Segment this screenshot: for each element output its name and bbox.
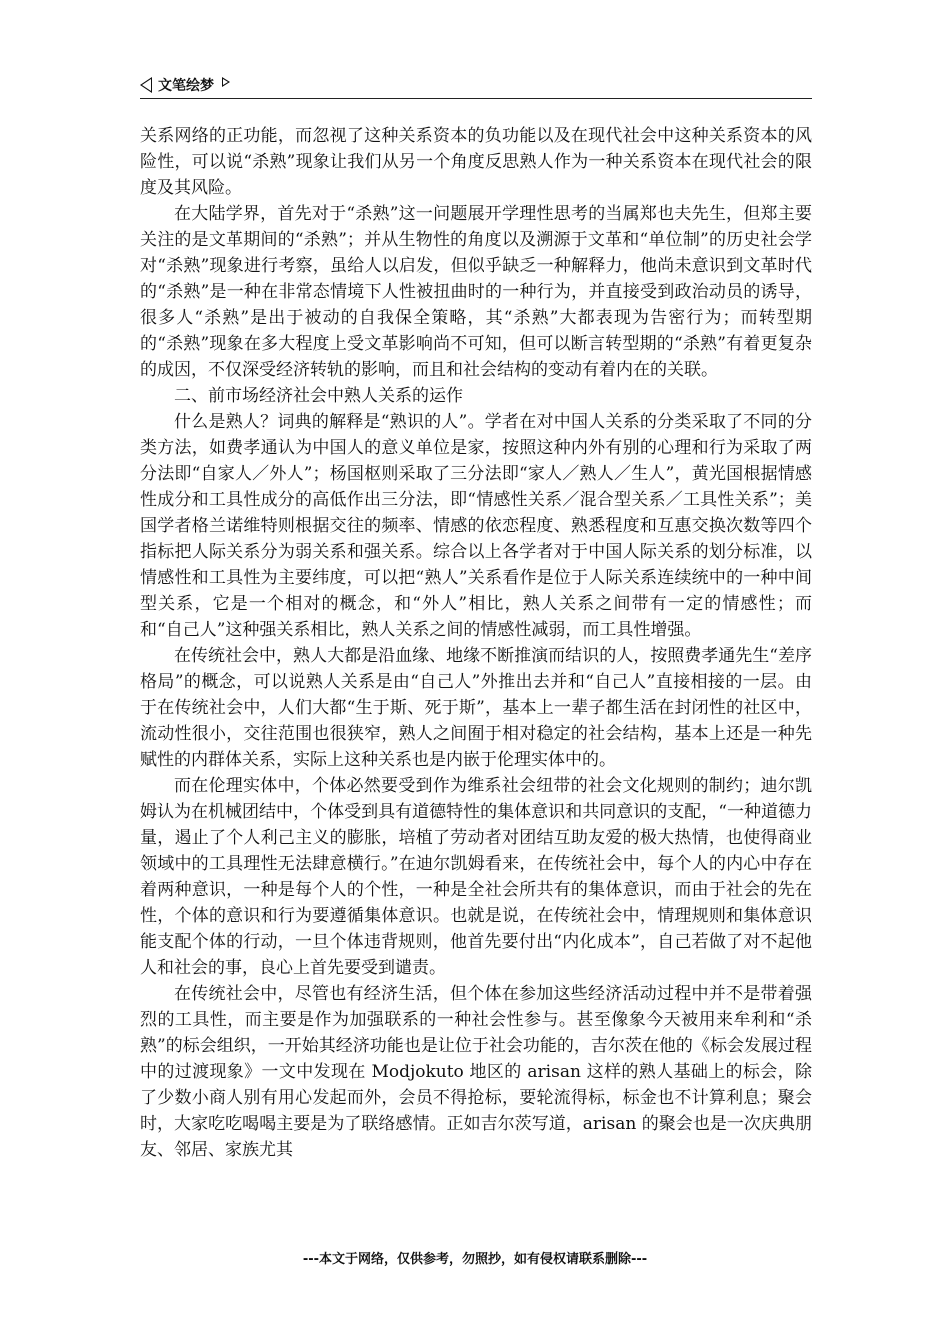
paragraph-3: 什么是熟人？词典的解释是“熟识的人”。学者在对中国人关系的分类采取了不同的分类方法，如费孝通认为中国人的意义单位是家，按照这种内外有别的心理和行为采取了两分法即“自家人／外人”；杨国枢则采取了三分法即“家人／熟人／生人”，黄光国根据情感性成分和工具性成分的高低作出三分法，即“情感性关系／混合型关系／工具性关系”；美国学者格兰诺维特则根据交往的频率、情感的依恋程度、熟悉程度和互惠交换次数等四个指标把人际关系分为弱关系和强关系。综合以上各学者对于中国人际关系的划分标准，以情感性和工具性为主要纬度，可以把“熟人”关系看作是位于人际关系连续统中的一种中间型关系，它是一个相对的概念，和“外人”相比，熟人关系之间带有一定的情感性；而和“自己人”这种强关系相比，熟人关系之间的情感性减弱，而工具性增强。 xyxy=(140,412,812,640)
page-footer-notice: ---本文于网络，仅供参考，勿照抄，如有侵权请联系删除--- xyxy=(302,1252,648,1267)
triangle-left-icon xyxy=(140,77,152,93)
paragraph-1: 关系网络的正功能，而忽视了这种关系资本的负功能以及在现代社会中这种关系资本的风险性，可以说“杀熟”现象让我们从另一个角度反思熟人作为一种关系资本在现代社会的限度及其风险。 xyxy=(140,126,812,198)
header-title: 文笔绘梦 xyxy=(158,78,214,94)
triangle-right-icon xyxy=(222,77,230,87)
page-header xyxy=(140,72,812,99)
paragraph-5: 而在伦理实体中，个体必然要受到作为维系社会纽带的社会文化规则的制约；迪尔凯姆认为在机械团结中，个体受到具有道德特性的集体意识和共同意识的支配，“一种道德力量，遏止了个人利己主义的膨胀，培植了劳动者对团结互助友爱的极大热情，也使得商业领域中的工具理性无法肆意横行。”在迪尔凯姆看来，在传统社会中，每个人的内心中存在着两种意识，一种是每个人的个性，一种是全社会所共有的集体意识，而由于社会的先在性，个体的意识和行为要遵循集体意识。也就是说，在传统社会中，情理规则和集体意识能支配个体的行动，一旦个体违背规则，他首先要付出“内化成本”，自己若做了对不起他人和社会的事，良心上首先要受到谴责。 xyxy=(140,776,812,978)
document-body xyxy=(140,123,812,1163)
paragraph-6: 在传统社会中，尽管也有经济生活，但个体在参加这些经济活动过程中并不是带着强烈的工具性，而主要是作为加强联系的一种社会性参与。甚至像象今天被用来牟利和“杀熟”的标会组织，一开始其经济功能也是让位于社会功能的，吉尔茨在他的《标会发展过程中的过渡现象》一文中发现在 Modjokuto 地区的 arisan 这样的熟人基础上的标会，除了少数小商人别有用心发起而外，会员不得抢标，要轮流得标，标金也不计算利息；聚会时，大家吃吃喝喝主要是为了联络感情。正如吉尔茨写道，arisan 的聚会也是一次庆典朋友、邻居、家族尤其 xyxy=(140,984,812,1160)
paragraph-2: 在大陆学界，首先对于“杀熟”这一问题展开学理性思考的当属郑也夫先生，但郑主要关注的是文革期间的“杀熟”；并从生物性的角度以及溯源于文革和“单位制”的历史社会学对“杀熟”现象进行考察，虽给人以启发，但似乎缺乏一种解释力，他尚未意识到文革时代的“杀熟”是一种在非常态情境下人性被扭曲时的一种行为，并直接受到政治动员的诱导，很多人“杀熟”是出于被动的自我保全策略，其“杀熟”大都表现为告密行为；而转型期的“杀熟”现象在多大程度上受文革影响尚不可知，但可以断言转型期的“杀熟”有着更复杂的成因，不仅深受经济转轨的影响，而且和社会结构的变动有着内在的关联。 xyxy=(140,204,812,380)
paragraph-4: 在传统社会中，熟人大都是沿血缘、地缘不断推演而结识的人，按照费孝通先生“差序格局”的概念，可以说熟人关系是由“自己人”外推出去并和“自己人”直接相接的一层。由于在传统社会中，人们大都“生于斯、死于斯”，基本上一辈子都生活在封闭性的社区中，流动性很小，交往范围也很狭窄，熟人之间囿于相对稳定的社会结构，基本上还是一种先赋性的内群体关系，实际上这种关系也是内嵌于伦理实体中的。 xyxy=(140,646,812,770)
section-heading: 二、前市场经济社会中熟人关系的运作 xyxy=(174,386,463,406)
